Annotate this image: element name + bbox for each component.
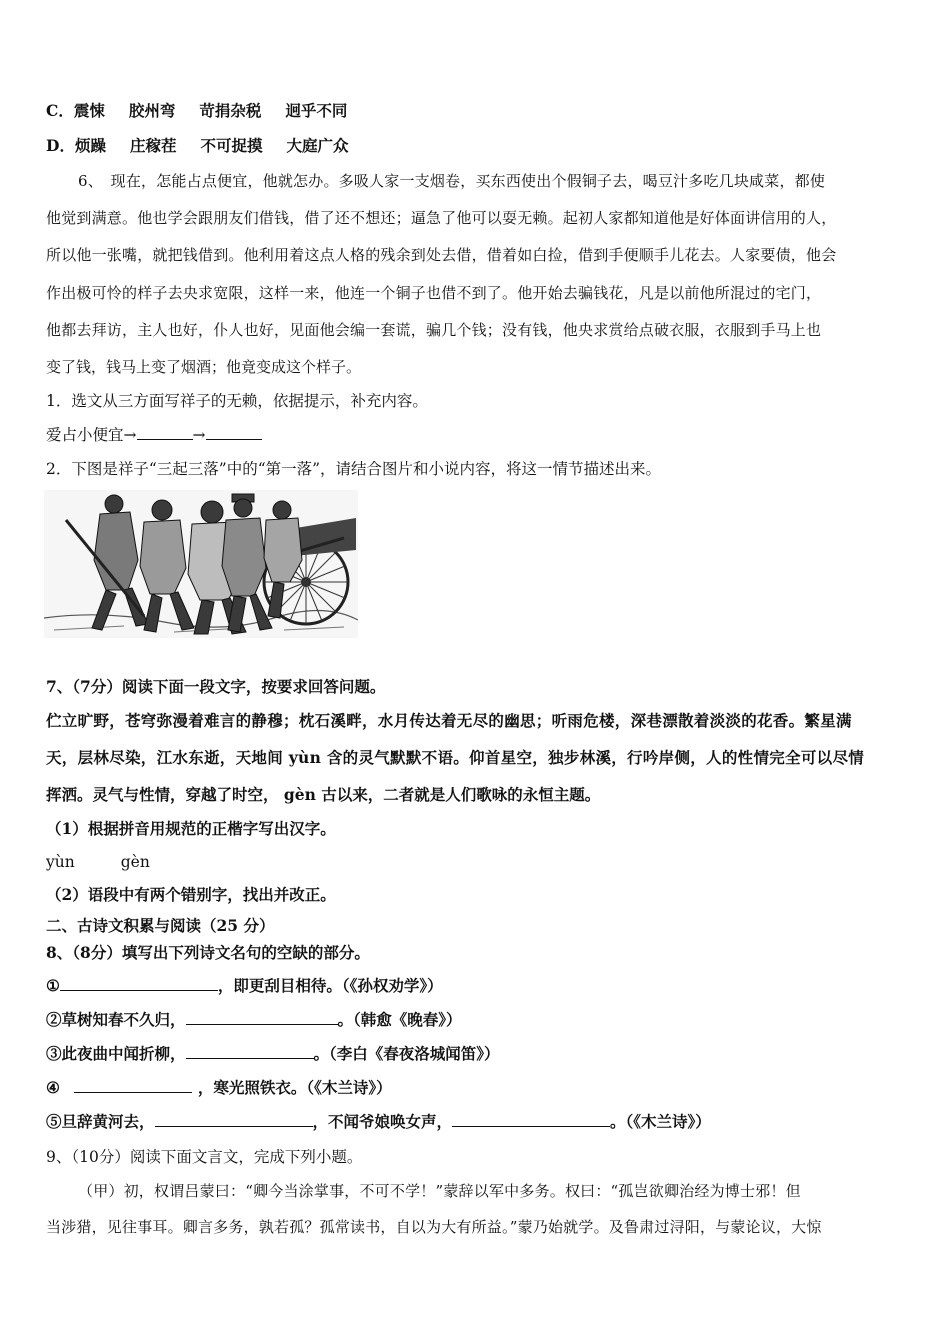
answer-blank[interactable] (155, 1112, 313, 1127)
q8-line-4: ④ ，寒光照铁衣。（《木兰诗》） (46, 1078, 392, 1097)
option-d: D．烦躁 庄稼茬 不可捉摸 大庭广众 (46, 136, 349, 155)
q8-line-5: ⑤旦辞黄河去， ，不闻爷娘唤女声， 。（《木兰诗》） (46, 1112, 711, 1131)
section-title: 二、古诗文积累与阅读（25 分） (46, 916, 275, 935)
q6-passage-line: 所以他一张嘴，就把钱借到。他利用着这点人格的残余到处去借，借着如白捡，借到手便顺手儿花去。人家要债，他会 (46, 246, 837, 264)
q8-line-3: ③此夜曲中闻折柳， 。（李白《春夜洛城闻笛》） (46, 1044, 500, 1063)
answer-blank[interactable] (186, 1044, 314, 1059)
q6-sub1-fill: 爱占小便宜→ → (46, 425, 262, 445)
q7-sub2: （2）语段中有两个错别字，找出并改正。 (46, 885, 336, 904)
q8-line-2: ②草树知春不久归， 。（韩愈《晚春》） (46, 1010, 462, 1029)
q7-passage-line: 天，层林尽染，江水东逝，天地间 yùn 含的灵气默默不语。仰首星空，独步林溪，行吟岸侧，人的性情完全可以尽情 (46, 748, 865, 767)
q7-passage-line: 挥洒。灵气与性情，穿越了时空， gèn 古以来，二者就是人们歌咏的永恒主题。 (46, 785, 601, 804)
q6-sub1: 1．选文从三方面写祥子的无赖，依据提示，补充内容。 (46, 392, 428, 410)
answer-blank[interactable] (74, 1078, 192, 1093)
answer-blank[interactable] (206, 425, 262, 440)
answer-blank[interactable] (186, 1010, 338, 1025)
q7-sub1: （1）根据拼音用规范的正楷字写出汉字。 (46, 819, 336, 838)
q6-passage-line: 他都去拜访，主人也好，仆人也好，见面他会编一套谎，骗几个钱；没有钱，他央求赏给点破衣服，衣服到手马上也 (46, 321, 822, 339)
answer-blank[interactable] (452, 1112, 610, 1127)
answer-blank[interactable] (60, 976, 218, 991)
option-c: C．震悚 胶州弯 苛捐杂税 迥乎不同 (46, 101, 348, 120)
q6-passage-line: 6、 现在，怎能占点便宜，他就怎办。多吸人家一支烟卷，买东西使出个假铜子去，喝豆汁多吃几块咸菜，都使 (78, 172, 826, 190)
q6-passage-line: 他觉到满意。他也学会跟朋友们借钱，借了还不想还；逼急了他可以耍无赖。起初人家都知道他是好体面讲信用的人， (46, 209, 837, 227)
q7-passage-line: 伫立旷野，苍穹弥漫着难言的静穆；枕石溪畔，水月传达着无尽的幽思；听雨危楼，深巷漂散着淡淡的花香。繁星满 (46, 711, 852, 730)
q6-passage-line: 作出极可怜的样子去央求宽限，这样一来，他连一个铜子也借不到了。他开始去骗钱花，凡是以前他所混过的宅门， (46, 284, 822, 302)
q8-head: 8、（8分）填写出下列诗文名句的空缺的部分。 (46, 943, 370, 962)
q7-head: 7、（7分）阅读下面一段文字，按要求回答问题。 (46, 677, 386, 696)
q6-sub2: 2．下图是祥子“三起三落”中的“第一落”，请结合图片和小说内容，将这一情节描述出来。 (46, 460, 662, 478)
soldiers-seize-rickshaw-illustration (44, 490, 358, 638)
q6-passage-line: 变了钱，钱马上变了烟酒；他竟变成这个样子。 (46, 358, 362, 376)
q7-pinyin-row: yùn gèn (46, 853, 150, 871)
answer-blank[interactable] (137, 425, 193, 440)
q9-passage-line: （甲）初，权谓吕蒙曰：“卿今当涂掌事，不可不学！”蒙辞以军中多务。权曰：“孤岂欲卿治经为博士邪！但 (78, 1182, 801, 1200)
q9-head: 9、（10分）阅读下面文言文，完成下列小题。 (46, 1148, 363, 1166)
q9-passage-line: 当涉猎，见往事耳。卿言多务，孰若孤？孤常读书，自以为大有所益。”蒙乃始就学。及鲁肃过浔阳，与蒙论议，大惊 (46, 1218, 822, 1236)
q8-line-1: ① ，即更刮目相待。（《孙权劝学》） (46, 976, 443, 995)
